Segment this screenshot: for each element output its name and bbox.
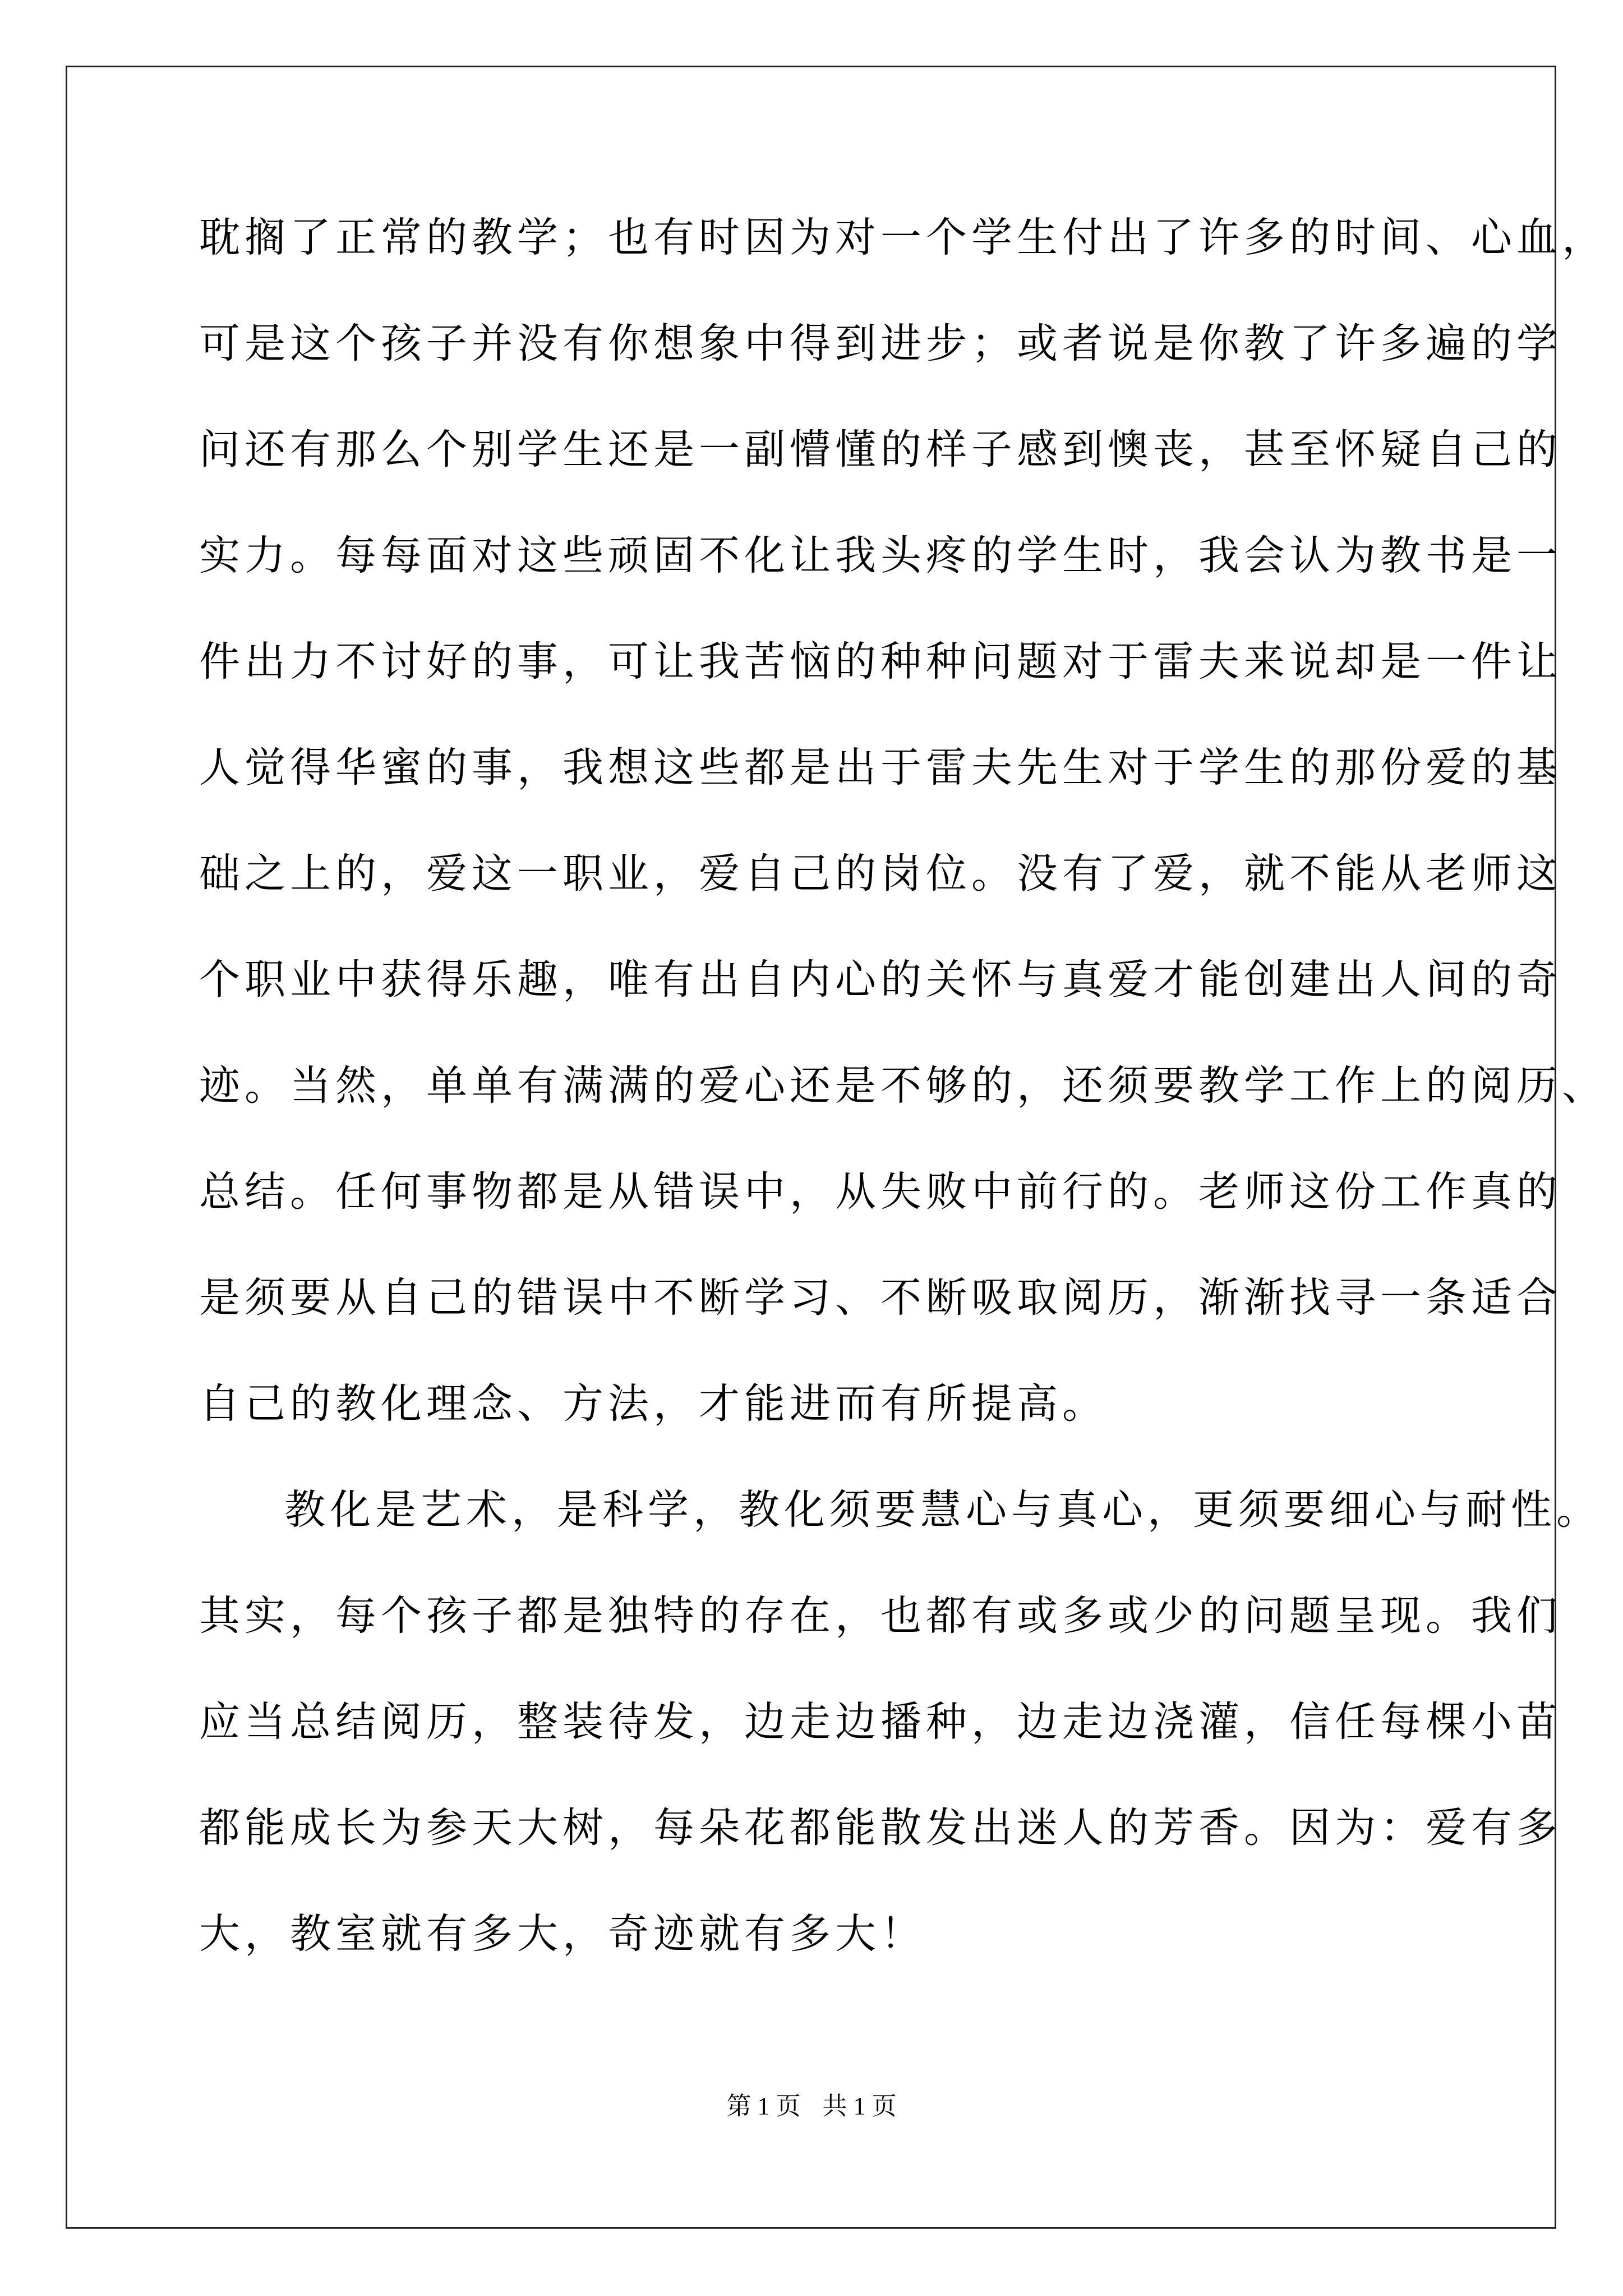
text-line: 耽搁了正常的教学；也有时因为对一个学生付出了许多的时间、心血， [199,214,1607,261]
page-total: 共 1 页 [822,2092,897,2120]
text-line: 其实，每个孩子都是独特的存在，也都有或多或少的问题呈现。我们 [199,1592,1562,1640]
document-body [199,204,1607,2007]
text-line: 应当总结阅历，整装待发，边走边播种，边走边浇灌，信任每棵小苗 [199,1698,1562,1746]
text-line: 可是这个孩子并没有你想象中得到进步；或者说是你教了许多遍的学 [199,320,1562,367]
page-number: 第 1 页 [726,2092,801,2120]
text-line: 迹。当然，单单有满满的爱心还是不够的，还须要教学工作上的阅历、 [199,1062,1607,1110]
text-line: 础之上的，爱这一职业，爱自己的岗位。没有了爱，就不能从老师这 [199,850,1562,898]
text-line: 都能成长为参天大树，每朵花都能散发出迷人的芳香。因为：爱有多 [199,1804,1562,1852]
page-footer [0,2086,1623,2122]
text-line: 总结。任何事物都是从错误中，从失败中前行的。老师这份工作真的 [199,1168,1562,1216]
text-line: 问还有那么个别学生还是一副懵懂的样子感到懊丧，甚至怀疑自己的 [199,426,1562,473]
text-line: 人觉得华蜜的事，我想这些都是出于雷夫先生对于学生的那份爱的基 [199,744,1562,792]
text-line: 件出力不讨好的事，可让我苦恼的种种问题对于雷夫来说却是一件让 [199,638,1562,685]
text-line: 个职业中获得乐趣，唯有出自内心的关怀与真爱才能创建出人间的奇 [199,956,1562,1004]
text-line: 是须要从自己的错误中不断学习、不断吸取阅历，渐渐找寻一条适合 [199,1274,1562,1322]
text-line: 大，教室就有多大，奇迹就有多大！ [199,1910,926,1958]
text-line-paragraph-start: 教化是艺术，是科学，教化须要慧心与真心，更须要细心与耐性。 [284,1486,1602,1534]
text-line: 实力。每每面对这些顽固不化让我头疼的学生时，我会认为教书是一 [199,532,1562,579]
text-line: 自己的教化理念、方法，才能进而有所提高。 [199,1380,1108,1428]
